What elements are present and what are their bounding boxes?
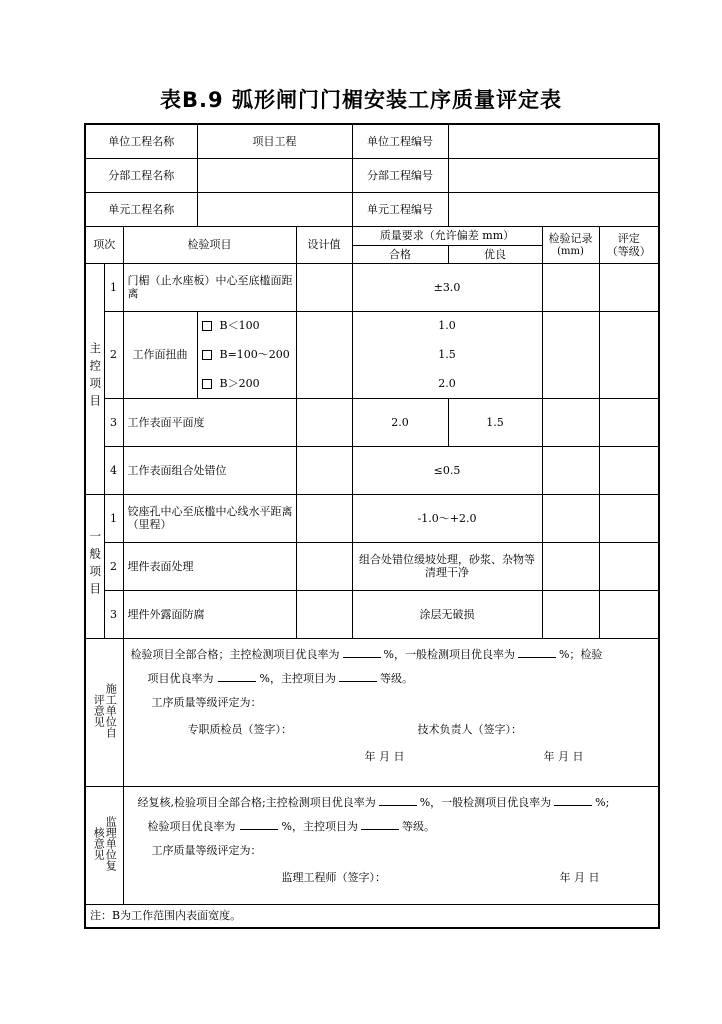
general-item-2-name: 埋件表面处理 <box>123 542 296 590</box>
construction-line-2: 项目优良率为 %，主控项目为 等级。 <box>147 671 413 685</box>
construction-opinion <box>123 638 659 786</box>
col-rating-sub: （等级） <box>606 244 651 258</box>
main-item-2-sub-3-design[interactable] <box>296 369 352 398</box>
col-rating <box>599 226 659 263</box>
construction-date-row <box>128 745 653 769</box>
general-item-1-record[interactable] <box>542 494 599 542</box>
general-group-label: 一般项目 <box>85 494 104 638</box>
main-item-2-sub-3-record[interactable] <box>542 369 599 398</box>
unit-project-label: 单位工程名称 <box>85 124 197 158</box>
main-item-4-no: 4 <box>104 446 123 494</box>
main-item-1-name: 门楣（止水座板）中心至底槛面距离 <box>123 263 296 311</box>
main-item-2-sub-1-value: 1.0 <box>352 311 542 340</box>
col-qualified: 合格 <box>352 245 448 263</box>
main-group-label: 主控项目 <box>85 263 104 494</box>
quality-assessment-table <box>84 123 660 929</box>
unit-project-value[interactable]: 项目工程 <box>197 124 352 158</box>
general-item-3-rating[interactable] <box>599 590 659 638</box>
main-item-2-sub-2-record[interactable] <box>542 340 599 369</box>
supervision-general-rate-input[interactable] <box>554 805 592 806</box>
general-item-1-rating[interactable] <box>599 494 659 542</box>
supervision-line-3: 工序质量等级评定为： <box>151 843 262 857</box>
main-item-1-no: 1 <box>104 263 123 311</box>
checkbox-icon[interactable] <box>202 321 212 331</box>
element-code-value[interactable] <box>448 192 659 226</box>
col-record-label: 检验记录 <box>548 231 593 245</box>
col-rating-label: 评定 <box>617 231 640 245</box>
inspector-sign-label[interactable]: 专职质检员（签字）： <box>187 722 292 736</box>
supervision-item-rate-input[interactable] <box>240 829 278 830</box>
main-item-1-rating[interactable] <box>599 263 659 311</box>
main-item-2-sub-2[interactable]: B=100～200 <box>197 340 296 369</box>
supervision-line-2: 检验项目优良率为 %，主控项目为 等级。 <box>147 819 435 833</box>
main-item-4-record[interactable] <box>542 446 599 494</box>
main-item-3-excellent: 1.5 <box>448 398 542 446</box>
general-item-3-design[interactable] <box>296 590 352 638</box>
general-item-3-no: 3 <box>104 590 123 638</box>
supervision-sign-row <box>128 863 659 893</box>
general-item-3-name: 埋件外露面防腐 <box>123 590 296 638</box>
construction-line-3: 工序质量等级评定为： <box>151 695 262 709</box>
supervision-main-grade-input[interactable] <box>361 829 399 830</box>
main-item-2-sub-1-design[interactable] <box>296 311 352 340</box>
col-check-item: 检验项目 <box>123 226 296 263</box>
main-item-2-sub-2-design[interactable] <box>296 340 352 369</box>
col-excellent: 优良 <box>448 245 542 263</box>
main-item-3-qualified: 2.0 <box>352 398 448 446</box>
main-item-2-name: 工作面扭曲 <box>123 311 197 398</box>
col-record-unit: (mm) <box>557 245 584 257</box>
general-item-1-design[interactable] <box>296 494 352 542</box>
main-item-2-sub-3-value: 2.0 <box>352 369 542 398</box>
main-item-2-sub-2-rating[interactable] <box>599 340 659 369</box>
general-item-2-value: 组合处错位缓坡处理，砂浆、杂物等清理干净 <box>352 542 542 590</box>
construction-general-rate-input[interactable] <box>518 657 556 658</box>
engineer-sign-label[interactable]: 监理工程师（签字）： <box>281 870 386 884</box>
supervision-line-1: 经复核,检验项目全部合格;主控检测项目优良率为 %，一般检测项目优良率为 %; <box>137 795 610 809</box>
general-item-1-no: 1 <box>104 494 123 542</box>
main-item-2-sub-1[interactable]: B＜100 <box>197 311 296 340</box>
supervision-label: 监理单位复核意见 <box>85 786 123 904</box>
inspector-date[interactable]: 年 月 日 <box>364 749 405 763</box>
engineer-date[interactable]: 年 月 日 <box>559 870 600 884</box>
main-item-4-value: ≤0.5 <box>352 446 542 494</box>
element-project-label: 单元工程名称 <box>85 192 197 226</box>
main-item-1-value: ±3.0 <box>352 263 542 311</box>
general-item-1-value: -1.0～+2.0 <box>352 494 542 542</box>
general-item-3-value: 涂层无破损 <box>352 590 542 638</box>
construction-item-rate-input[interactable] <box>218 681 256 682</box>
main-item-2-no: 2 <box>104 311 123 398</box>
general-item-1-name: 铰座孔中心至底槛中心线水平距离（里程） <box>123 494 296 542</box>
tech-lead-date[interactable]: 年 月 日 <box>543 749 584 763</box>
main-item-2-sub-1-rating[interactable] <box>599 311 659 340</box>
part-project-value[interactable] <box>197 158 352 192</box>
col-record <box>542 226 599 263</box>
col-quality-req: 质量要求（允许偏差 mm） <box>352 226 542 245</box>
element-project-value[interactable] <box>197 192 352 226</box>
general-item-3-record[interactable] <box>542 590 599 638</box>
main-item-1-record[interactable] <box>542 263 599 311</box>
col-item-no: 项次 <box>85 226 123 263</box>
construction-sign-row <box>128 715 653 745</box>
general-item-2-no: 2 <box>104 542 123 590</box>
unit-code-label: 单位工程编号 <box>352 124 448 158</box>
main-item-4-rating[interactable] <box>599 446 659 494</box>
main-item-3-rating[interactable] <box>599 398 659 446</box>
page-title: 表B.9 弧形闸门门楣安装工序质量评定表 <box>160 88 562 112</box>
main-item-3-record[interactable] <box>542 398 599 446</box>
construction-label: 施工单位自评意见 <box>85 638 123 786</box>
part-code-value[interactable] <box>448 158 659 192</box>
main-item-4-design[interactable] <box>296 446 352 494</box>
unit-code-value[interactable] <box>448 124 659 158</box>
main-item-3-no: 3 <box>104 398 123 446</box>
main-item-3-design[interactable] <box>296 398 352 446</box>
main-item-2-sub-3[interactable]: B＞200 <box>197 369 296 398</box>
construction-line-1: 检验项目全部合格；主控检测项目优良率为 %，一般检测项目优良率为 %；检验 <box>130 647 603 661</box>
main-item-4-name: 工作表面组合处错位 <box>123 446 296 494</box>
tech-lead-sign-label[interactable]: 技术负责人（签字）： <box>417 722 522 736</box>
general-item-2-rating[interactable] <box>599 542 659 590</box>
main-item-2-sub-2-value: 1.5 <box>352 340 542 369</box>
checkbox-icon[interactable] <box>202 350 212 360</box>
construction-main-grade-input[interactable] <box>339 681 377 682</box>
main-item-2-sub-1-record[interactable] <box>542 311 599 340</box>
footnote: 注：B为工作范围内表面宽度。 <box>85 904 659 928</box>
supervision-main-rate-input[interactable] <box>379 805 417 806</box>
general-item-2-record[interactable] <box>542 542 599 590</box>
supervision-opinion <box>123 786 659 904</box>
part-project-label: 分部工程名称 <box>85 158 197 192</box>
col-design-value: 设计值 <box>296 226 352 263</box>
element-code-label: 单元工程编号 <box>352 192 448 226</box>
part-code-label: 分部工程编号 <box>352 158 448 192</box>
general-item-2-design[interactable] <box>296 542 352 590</box>
main-item-3-name: 工作表面平面度 <box>123 398 296 446</box>
main-item-1-design[interactable] <box>296 263 352 311</box>
construction-main-rate-input[interactable] <box>343 657 381 658</box>
checkbox-icon[interactable] <box>202 379 212 389</box>
main-item-2-sub-3-rating[interactable] <box>599 369 659 398</box>
